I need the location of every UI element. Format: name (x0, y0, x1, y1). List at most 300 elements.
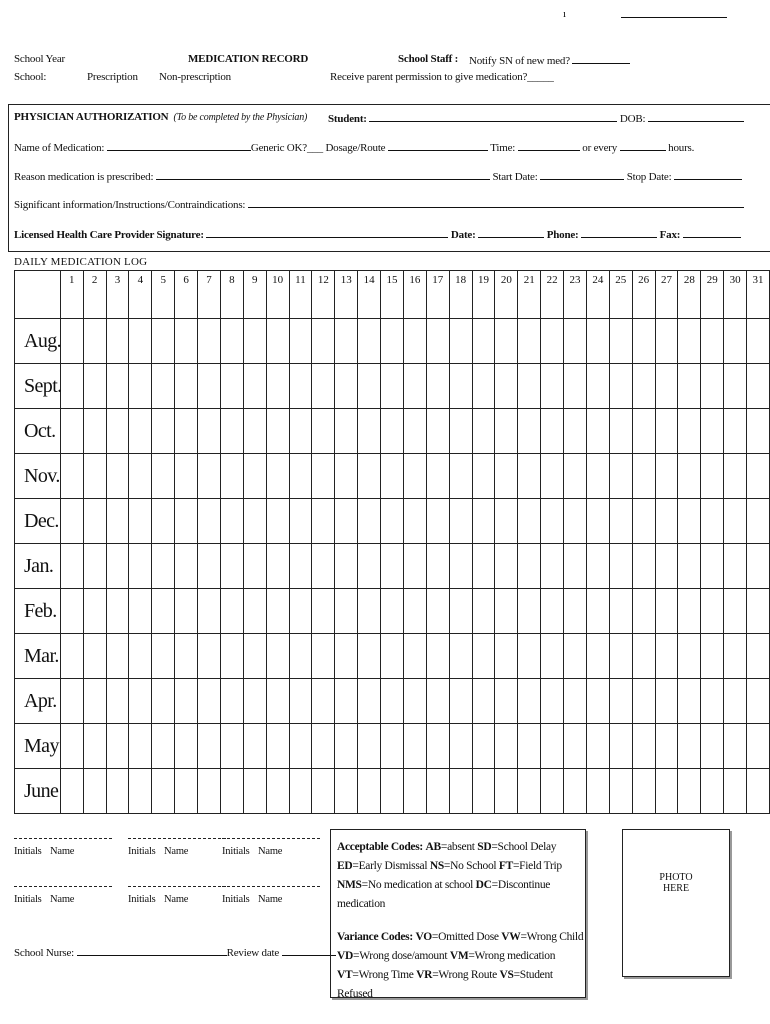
log-cell[interactable] (83, 499, 106, 544)
log-cell[interactable] (747, 634, 770, 679)
log-cell[interactable] (60, 499, 83, 544)
log-cell[interactable] (678, 544, 701, 589)
log-cell[interactable] (335, 499, 358, 544)
log-cell[interactable] (747, 364, 770, 409)
log-cell[interactable] (518, 634, 541, 679)
log-cell[interactable] (564, 724, 587, 769)
log-cell[interactable] (609, 589, 632, 634)
log-cell[interactable] (586, 409, 609, 454)
log-cell[interactable] (106, 409, 129, 454)
log-cell[interactable] (518, 769, 541, 814)
log-cell[interactable] (152, 589, 175, 634)
log-cell[interactable] (678, 769, 701, 814)
student-field[interactable] (369, 111, 617, 122)
log-cell[interactable] (289, 544, 312, 589)
log-cell[interactable] (381, 454, 404, 499)
log-cell[interactable] (289, 364, 312, 409)
log-cell[interactable] (541, 364, 564, 409)
log-cell[interactable] (198, 589, 221, 634)
log-cell[interactable] (175, 544, 198, 589)
log-cell[interactable] (678, 454, 701, 499)
log-cell[interactable] (541, 319, 564, 364)
log-cell[interactable] (518, 499, 541, 544)
log-cell[interactable] (678, 499, 701, 544)
log-cell[interactable] (472, 769, 495, 814)
log-cell[interactable] (152, 454, 175, 499)
log-cell[interactable] (198, 544, 221, 589)
log-cell[interactable] (106, 724, 129, 769)
log-cell[interactable] (106, 679, 129, 724)
log-cell[interactable] (83, 589, 106, 634)
log-cell[interactable] (518, 679, 541, 724)
log-cell[interactable] (609, 319, 632, 364)
phone-field[interactable] (581, 227, 657, 238)
log-cell[interactable] (701, 544, 724, 589)
reason-field[interactable] (156, 169, 490, 180)
log-cell[interactable] (83, 454, 106, 499)
log-cell[interactable] (586, 589, 609, 634)
log-cell[interactable] (541, 724, 564, 769)
log-cell[interactable] (381, 499, 404, 544)
log-cell[interactable] (198, 769, 221, 814)
log-cell[interactable] (152, 499, 175, 544)
log-cell[interactable] (495, 679, 518, 724)
log-cell[interactable] (220, 499, 243, 544)
log-cell[interactable] (266, 409, 289, 454)
log-cell[interactable] (243, 454, 266, 499)
log-cell[interactable] (518, 544, 541, 589)
log-cell[interactable] (747, 589, 770, 634)
log-cell[interactable] (83, 679, 106, 724)
log-cell[interactable] (60, 544, 83, 589)
log-cell[interactable] (220, 679, 243, 724)
log-cell[interactable] (541, 634, 564, 679)
log-cell[interactable] (358, 724, 381, 769)
log-cell[interactable] (198, 499, 221, 544)
log-cell[interactable] (518, 409, 541, 454)
log-cell[interactable] (403, 589, 426, 634)
log-cell[interactable] (83, 409, 106, 454)
log-cell[interactable] (426, 724, 449, 769)
log-cell[interactable] (266, 364, 289, 409)
log-cell[interactable] (152, 364, 175, 409)
log-cell[interactable] (632, 409, 655, 454)
log-cell[interactable] (564, 409, 587, 454)
log-cell[interactable] (541, 679, 564, 724)
log-cell[interactable] (220, 364, 243, 409)
log-cell[interactable] (358, 409, 381, 454)
log-cell[interactable] (472, 634, 495, 679)
log-cell[interactable] (495, 454, 518, 499)
log-cell[interactable] (472, 454, 495, 499)
review-date-field[interactable] (282, 945, 336, 956)
log-cell[interactable] (243, 544, 266, 589)
log-cell[interactable] (403, 319, 426, 364)
log-cell[interactable] (129, 409, 152, 454)
log-cell[interactable] (632, 634, 655, 679)
log-cell[interactable] (220, 409, 243, 454)
log-cell[interactable] (60, 634, 83, 679)
log-cell[interactable] (175, 769, 198, 814)
log-cell[interactable] (632, 589, 655, 634)
log-cell[interactable] (724, 589, 747, 634)
medication-name-field[interactable] (107, 140, 251, 151)
log-cell[interactable] (83, 724, 106, 769)
log-cell[interactable] (564, 544, 587, 589)
log-cell[interactable] (747, 679, 770, 724)
log-cell[interactable] (289, 724, 312, 769)
prescription-option[interactable]: Prescription (87, 71, 138, 83)
log-cell[interactable] (586, 679, 609, 724)
log-cell[interactable] (381, 364, 404, 409)
log-cell[interactable] (426, 679, 449, 724)
log-cell[interactable] (518, 589, 541, 634)
log-cell[interactable] (289, 409, 312, 454)
log-cell[interactable] (449, 679, 472, 724)
log-cell[interactable] (335, 364, 358, 409)
start-date-field[interactable] (540, 169, 624, 180)
notify-sn-field[interactable] (572, 53, 630, 64)
log-cell[interactable] (655, 319, 678, 364)
log-cell[interactable] (60, 319, 83, 364)
initials-name-field[interactable] (128, 880, 226, 887)
log-cell[interactable] (724, 769, 747, 814)
log-cell[interactable] (449, 589, 472, 634)
log-cell[interactable] (403, 634, 426, 679)
log-cell[interactable] (701, 679, 724, 724)
log-cell[interactable] (358, 364, 381, 409)
log-cell[interactable] (747, 319, 770, 364)
log-cell[interactable] (632, 499, 655, 544)
log-cell[interactable] (175, 724, 198, 769)
log-cell[interactable] (609, 499, 632, 544)
log-cell[interactable] (449, 634, 472, 679)
log-cell[interactable] (175, 634, 198, 679)
log-cell[interactable] (586, 454, 609, 499)
log-cell[interactable] (426, 634, 449, 679)
log-cell[interactable] (198, 454, 221, 499)
log-cell[interactable] (220, 769, 243, 814)
log-cell[interactable] (609, 724, 632, 769)
log-cell[interactable] (586, 544, 609, 589)
log-cell[interactable] (403, 499, 426, 544)
log-cell[interactable] (724, 679, 747, 724)
log-cell[interactable] (129, 634, 152, 679)
log-cell[interactable] (426, 454, 449, 499)
log-cell[interactable] (403, 454, 426, 499)
log-cell[interactable] (655, 769, 678, 814)
log-cell[interactable] (518, 364, 541, 409)
log-cell[interactable] (472, 319, 495, 364)
log-cell[interactable] (60, 409, 83, 454)
log-cell[interactable] (609, 769, 632, 814)
log-cell[interactable] (198, 409, 221, 454)
log-cell[interactable] (198, 319, 221, 364)
log-cell[interactable] (289, 769, 312, 814)
log-cell[interactable] (472, 679, 495, 724)
log-cell[interactable] (472, 724, 495, 769)
log-cell[interactable] (381, 319, 404, 364)
log-cell[interactable] (678, 409, 701, 454)
log-cell[interactable] (609, 544, 632, 589)
log-cell[interactable] (701, 409, 724, 454)
log-cell[interactable] (358, 319, 381, 364)
log-cell[interactable] (678, 634, 701, 679)
log-cell[interactable] (449, 319, 472, 364)
log-cell[interactable] (198, 679, 221, 724)
initials-name-field[interactable] (14, 832, 112, 839)
log-cell[interactable] (701, 589, 724, 634)
log-cell[interactable] (701, 499, 724, 544)
log-cell[interactable] (243, 499, 266, 544)
log-cell[interactable] (106, 544, 129, 589)
every-hours-field[interactable] (620, 140, 666, 151)
log-cell[interactable] (358, 679, 381, 724)
signature-field[interactable] (206, 227, 448, 238)
log-cell[interactable] (152, 319, 175, 364)
log-cell[interactable] (198, 724, 221, 769)
log-cell[interactable] (701, 769, 724, 814)
log-cell[interactable] (426, 499, 449, 544)
log-cell[interactable] (312, 769, 335, 814)
log-cell[interactable] (243, 319, 266, 364)
log-cell[interactable] (655, 724, 678, 769)
log-cell[interactable] (564, 499, 587, 544)
log-cell[interactable] (655, 634, 678, 679)
log-cell[interactable] (541, 499, 564, 544)
log-cell[interactable] (152, 634, 175, 679)
log-cell[interactable] (106, 454, 129, 499)
log-cell[interactable] (678, 319, 701, 364)
log-cell[interactable] (495, 544, 518, 589)
log-cell[interactable] (403, 724, 426, 769)
time-field[interactable] (518, 140, 580, 151)
log-cell[interactable] (747, 544, 770, 589)
log-cell[interactable] (312, 589, 335, 634)
log-cell[interactable] (632, 319, 655, 364)
log-cell[interactable] (243, 769, 266, 814)
log-cell[interactable] (60, 589, 83, 634)
log-cell[interactable] (106, 364, 129, 409)
log-cell[interactable] (175, 679, 198, 724)
log-cell[interactable] (564, 454, 587, 499)
dob-field[interactable] (648, 111, 744, 122)
log-cell[interactable] (701, 454, 724, 499)
log-cell[interactable] (129, 454, 152, 499)
log-cell[interactable] (266, 634, 289, 679)
log-cell[interactable] (152, 724, 175, 769)
log-cell[interactable] (358, 589, 381, 634)
log-cell[interactable] (632, 724, 655, 769)
log-cell[interactable] (541, 769, 564, 814)
log-cell[interactable] (449, 769, 472, 814)
top-blank-field[interactable] (621, 6, 727, 18)
log-cell[interactable] (358, 634, 381, 679)
log-cell[interactable] (60, 769, 83, 814)
log-cell[interactable] (83, 769, 106, 814)
log-cell[interactable] (426, 319, 449, 364)
log-cell[interactable] (60, 679, 83, 724)
log-cell[interactable] (701, 319, 724, 364)
log-cell[interactable] (724, 634, 747, 679)
log-cell[interactable] (243, 634, 266, 679)
log-cell[interactable] (701, 724, 724, 769)
log-cell[interactable] (243, 679, 266, 724)
log-cell[interactable] (335, 724, 358, 769)
log-cell[interactable] (381, 724, 404, 769)
log-cell[interactable] (403, 769, 426, 814)
log-cell[interactable] (472, 499, 495, 544)
initials-name-field[interactable] (222, 880, 320, 887)
log-cell[interactable] (312, 319, 335, 364)
log-cell[interactable] (678, 589, 701, 634)
log-cell[interactable] (312, 454, 335, 499)
log-cell[interactable] (678, 364, 701, 409)
log-cell[interactable] (335, 634, 358, 679)
log-cell[interactable] (724, 544, 747, 589)
dosage-field[interactable] (388, 140, 488, 151)
log-cell[interactable] (518, 454, 541, 499)
log-cell[interactable] (495, 364, 518, 409)
log-cell[interactable] (541, 454, 564, 499)
log-cell[interactable] (472, 364, 495, 409)
log-cell[interactable] (747, 409, 770, 454)
log-cell[interactable] (106, 769, 129, 814)
log-cell[interactable] (632, 454, 655, 499)
log-cell[interactable] (289, 634, 312, 679)
log-cell[interactable] (518, 724, 541, 769)
log-cell[interactable] (312, 544, 335, 589)
log-cell[interactable] (403, 679, 426, 724)
log-cell[interactable] (564, 634, 587, 679)
log-cell[interactable] (60, 454, 83, 499)
log-cell[interactable] (129, 769, 152, 814)
significant-field[interactable] (248, 197, 744, 208)
log-cell[interactable] (175, 499, 198, 544)
log-cell[interactable] (83, 319, 106, 364)
log-cell[interactable] (312, 364, 335, 409)
signature-date-field[interactable] (478, 227, 544, 238)
log-cell[interactable] (106, 499, 129, 544)
log-cell[interactable] (289, 499, 312, 544)
log-cell[interactable] (403, 409, 426, 454)
log-cell[interactable] (358, 544, 381, 589)
log-cell[interactable] (220, 454, 243, 499)
log-cell[interactable] (586, 499, 609, 544)
log-cell[interactable] (289, 589, 312, 634)
log-cell[interactable] (289, 319, 312, 364)
log-cell[interactable] (655, 364, 678, 409)
log-cell[interactable] (495, 589, 518, 634)
log-cell[interactable] (60, 724, 83, 769)
log-cell[interactable] (266, 589, 289, 634)
log-cell[interactable] (289, 454, 312, 499)
log-cell[interactable] (335, 409, 358, 454)
log-cell[interactable] (266, 544, 289, 589)
log-cell[interactable] (198, 634, 221, 679)
log-cell[interactable] (152, 679, 175, 724)
log-cell[interactable] (724, 499, 747, 544)
log-cell[interactable] (243, 364, 266, 409)
log-cell[interactable] (724, 454, 747, 499)
log-cell[interactable] (220, 544, 243, 589)
log-cell[interactable] (426, 409, 449, 454)
log-cell[interactable] (266, 679, 289, 724)
log-cell[interactable] (129, 679, 152, 724)
log-cell[interactable] (266, 319, 289, 364)
initials-name-field[interactable] (128, 832, 226, 839)
stop-date-field[interactable] (674, 169, 742, 180)
log-cell[interactable] (426, 589, 449, 634)
log-cell[interactable] (175, 319, 198, 364)
log-cell[interactable] (495, 634, 518, 679)
log-cell[interactable] (266, 769, 289, 814)
log-cell[interactable] (312, 409, 335, 454)
log-cell[interactable] (129, 724, 152, 769)
log-cell[interactable] (449, 499, 472, 544)
log-cell[interactable] (564, 589, 587, 634)
log-cell[interactable] (129, 319, 152, 364)
log-cell[interactable] (449, 409, 472, 454)
log-cell[interactable] (449, 454, 472, 499)
log-cell[interactable] (724, 319, 747, 364)
log-cell[interactable] (586, 769, 609, 814)
log-cell[interactable] (609, 679, 632, 724)
log-cell[interactable] (724, 364, 747, 409)
school-nurse-field[interactable] (77, 945, 227, 956)
log-cell[interactable] (678, 679, 701, 724)
log-cell[interactable] (152, 409, 175, 454)
log-cell[interactable] (609, 409, 632, 454)
initials-name-field[interactable] (14, 880, 112, 887)
log-cell[interactable] (564, 319, 587, 364)
log-cell[interactable] (312, 679, 335, 724)
log-cell[interactable] (381, 544, 404, 589)
log-cell[interactable] (701, 634, 724, 679)
log-cell[interactable] (175, 454, 198, 499)
log-cell[interactable] (381, 589, 404, 634)
log-cell[interactable] (106, 589, 129, 634)
log-cell[interactable] (747, 769, 770, 814)
log-cell[interactable] (472, 589, 495, 634)
log-cell[interactable] (609, 634, 632, 679)
log-cell[interactable] (381, 679, 404, 724)
log-cell[interactable] (106, 319, 129, 364)
log-cell[interactable] (495, 499, 518, 544)
log-cell[interactable] (586, 364, 609, 409)
log-cell[interactable] (472, 409, 495, 454)
log-cell[interactable] (335, 319, 358, 364)
log-cell[interactable] (495, 409, 518, 454)
log-cell[interactable] (358, 454, 381, 499)
log-cell[interactable] (495, 724, 518, 769)
log-cell[interactable] (175, 364, 198, 409)
log-cell[interactable] (449, 724, 472, 769)
log-cell[interactable] (266, 499, 289, 544)
log-cell[interactable] (266, 724, 289, 769)
log-cell[interactable] (220, 319, 243, 364)
log-cell[interactable] (152, 769, 175, 814)
log-cell[interactable] (106, 634, 129, 679)
log-cell[interactable] (335, 679, 358, 724)
log-cell[interactable] (564, 679, 587, 724)
log-cell[interactable] (541, 589, 564, 634)
log-cell[interactable] (564, 364, 587, 409)
log-cell[interactable] (335, 589, 358, 634)
log-cell[interactable] (678, 724, 701, 769)
log-cell[interactable] (403, 544, 426, 589)
log-cell[interactable] (701, 364, 724, 409)
